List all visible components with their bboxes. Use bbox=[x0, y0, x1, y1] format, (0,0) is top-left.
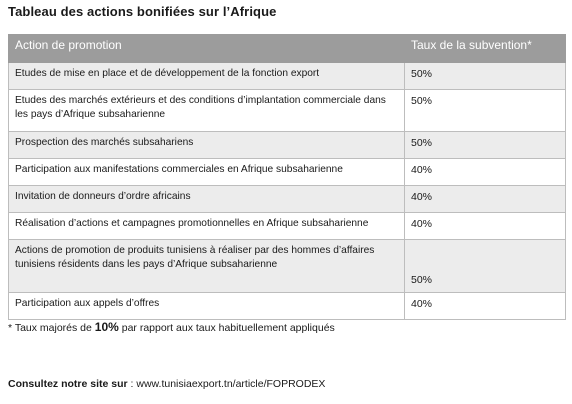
rate-cell: 40% bbox=[405, 186, 566, 213]
table-row bbox=[9, 293, 566, 320]
rate-cell: 50% bbox=[405, 90, 566, 132]
rate-cell: 40% bbox=[405, 293, 566, 320]
action-cell: Prospection des marchés subsahariens bbox=[9, 132, 405, 159]
rate-cell: 50% bbox=[405, 240, 566, 293]
table-row bbox=[9, 63, 566, 90]
table-header-row bbox=[9, 35, 566, 63]
rate-cell: 50% bbox=[405, 132, 566, 159]
table-row bbox=[9, 90, 566, 132]
table-row bbox=[9, 186, 566, 213]
action-cell: Réalisation d’actions et campagnes promotionnelles en Afrique subsaharienne bbox=[9, 213, 405, 240]
table-row bbox=[9, 132, 566, 159]
action-cell: Invitation de donneurs d’ordre africains bbox=[9, 186, 405, 213]
action-cell: Participation aux manifestations commerciales en Afrique subsaharienne bbox=[9, 159, 405, 186]
action-cell: Etudes de mise en place et de développement de la fonction export bbox=[9, 63, 405, 90]
rate-cell: 40% bbox=[405, 213, 566, 240]
action-cell: Etudes des marchés extérieurs et des conditions d’implantation commerciale dans les pays d’Afrique subsaharienne bbox=[9, 90, 405, 132]
website-link[interactable]: www.tunisiaexport.tn/article/FOPRODEX bbox=[136, 378, 326, 390]
footnote-highlight: 10% bbox=[94, 320, 119, 334]
website-separator: : bbox=[127, 378, 137, 390]
website-label: Consultez notre site sur bbox=[8, 378, 128, 390]
page-title: Tableau des actions bonifiées sur l’Afrique bbox=[8, 4, 277, 19]
action-cell: Participation aux appels d’offres bbox=[9, 293, 405, 320]
footnote bbox=[8, 320, 335, 334]
rate-cell: 50% bbox=[405, 63, 566, 90]
rate-cell: 40% bbox=[405, 159, 566, 186]
footnote-prefix: * Taux majorés de bbox=[8, 322, 95, 334]
table-row bbox=[9, 240, 566, 293]
column-header-action: Action de promotion bbox=[9, 35, 405, 63]
table-row bbox=[9, 159, 566, 186]
website-line bbox=[8, 378, 325, 390]
column-header-rate: Taux de la subvention* bbox=[405, 35, 566, 63]
action-cell: Actions de promotion de produits tunisiens à réaliser par des hommes d’affaires tunisiens résidents dans les pays d’Afrique subsaharienne bbox=[9, 240, 405, 293]
table-row bbox=[9, 213, 566, 240]
subsidy-table bbox=[8, 34, 566, 320]
footnote-suffix: par rapport aux taux habituellement appliqués bbox=[118, 322, 335, 334]
